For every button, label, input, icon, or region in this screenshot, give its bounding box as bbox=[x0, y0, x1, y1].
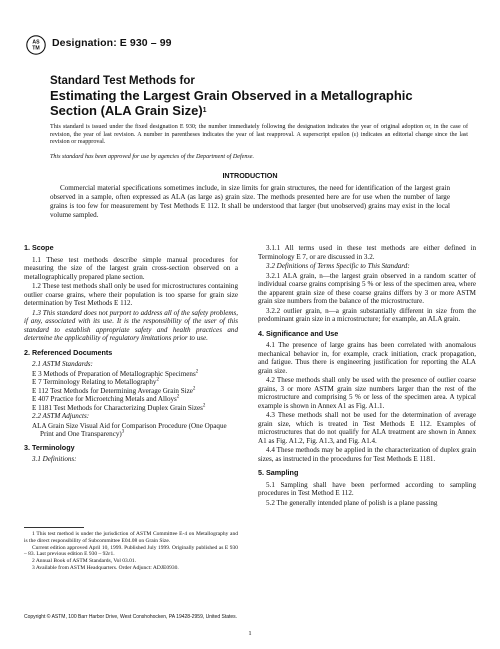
copyright-notice: Copyright © ASTM, 100 Barr Harbor Drive, West Conshohocken, PA 19428-2959, United States. bbox=[24, 614, 238, 620]
section-significance-heading: 4. Significance and Use bbox=[258, 328, 339, 338]
paragraph-5-1: 5.1 Sampling shall have been performed according to sampling procedures in Test Method E 112. bbox=[258, 480, 476, 497]
paragraph-3-2-1: 3.2.1 ALA grain, n—the largest grain observed in a random scatter of individual coarse grains comprising 5 % or less of the specimen area, where the apparent grain size of these coarse grains differs by 3 or more ASTM grain size numbers from the balance of the microstructure. bbox=[258, 271, 476, 305]
title-line-2: Estimating the Largest Grain Observed in a Metallographic bbox=[50, 88, 413, 103]
paragraph-1-1: 1.1 These test methods describe simple manual procedures for measuring the size of the largest grain cross-section observed on a metallographically prepared plane section. bbox=[24, 255, 238, 281]
footnotes bbox=[24, 531, 238, 572]
footnote-3: 3 Available from ASTM Headquarters. Order Adjunct: ADJE0930. bbox=[32, 564, 179, 571]
reference-e112: E 112 Test Methods for Determining Average Grain Size$^2$ bbox=[32, 386, 196, 395]
standard-note: This standard is issued under the fixed designation E 930; the number immediately following the designation indicates the year of original adoption or, in the case of revision, the year of last revision. A number in parentheses indicates the year of last reapproval. A superscript epsilon (ε) indicates an editorial change since the last revision or reapproval. bbox=[50, 124, 468, 146]
title-line-3: Section (ALA Grain Size)$^1$ bbox=[50, 103, 207, 118]
astm-logo-icon bbox=[26, 34, 46, 56]
paragraph-3-1: 3.1 Definitions: bbox=[32, 455, 77, 463]
footnote-1: 1 This test method is under the jurisdiction of ASTM Committee E-4 on Metallography and is the direct responsibility of Subcommittee E04.08 on Grain Size. bbox=[24, 531, 238, 544]
paragraph-1-3: 1.3 This standard does not purport to address all of the safety problems, if any, associated with its use. It is the responsibility of the user of this standard to establish appropriate safety and health practices and determine the applicability of regulatory limitations prior to use. bbox=[24, 308, 238, 342]
paragraph-4-2: 4.2 These methods shall only be used with the presence of outlier coarse grains, 3 or more ASTM grain size numbers larger than the rest of the microstructure and comprising 5 % or less of the specimen area. A typical example is shown in Annex A1 as Fig. A1.1. bbox=[258, 376, 476, 410]
paragraph-5-2: 5.2 The generally intended plane of polish is a plane passing bbox=[266, 498, 438, 507]
page-number: 1 bbox=[248, 630, 252, 637]
paragraph-4-1: 4.1 The presence of large grains has been correlated with anomalous mechanical behavior in, for example, crack initiation, crack propagation, and fatigue. Thus there is engineering justification for reporting the ALA grain size. bbox=[258, 341, 476, 375]
svg-text:AS: AS bbox=[32, 39, 40, 46]
paragraph-4-3: 4.3 These methods shall not be used for the determination of average grain size, which is treated in Test Methods E 112. Examples of microstructures that do not qualify for ALA treatment are shown in Annex A1 as Fig. A1.2, Fig. A1.3, and Fig. A1.4. bbox=[258, 411, 476, 445]
paragraph-3-1-1: 3.1.1 All terms used in these test methods are either defined in Terminology E 7, or are discussed in 3.2. bbox=[258, 244, 476, 261]
adjunct-ala-visual-aid: ALA Grain Size Visual Aid for Comparison Procedure (One Opaque Print and One Transparency)$^3$ bbox=[32, 421, 227, 438]
reference-e3: E 3 Methods of Preparation of Metallographic Specimens$^2$ bbox=[32, 369, 199, 378]
footnote-1-edition: Current edition approved April 10, 1999. Published July 1999. Originally published as E 930 – 83. Last previous edition E 930 – 92ε1. bbox=[24, 544, 238, 558]
reference-e407: E 407 Practice for Microetching Metals and Alloys$^2$ bbox=[32, 394, 180, 403]
title-line-1: Standard Test Methods for bbox=[50, 75, 195, 87]
paragraph-2-1: 2.1 ASTM Standards: bbox=[32, 360, 93, 368]
section-terminology-heading: 3. Terminology bbox=[24, 442, 75, 452]
paragraph-4-4: 4.4 These methods may be applied in the characterization of duplex grain sizes, as instructed in the procedures for Test Methods E 1181. bbox=[258, 446, 476, 463]
section-scope-heading: 1. Scope bbox=[24, 243, 54, 252]
svg-text:TM: TM bbox=[32, 45, 40, 52]
designation: Designation: E 930 – 99 bbox=[52, 37, 172, 49]
footnote-2: 2 Annual Book of ASTM Standards, Vol 03.01. bbox=[32, 558, 136, 565]
document-title bbox=[50, 75, 470, 118]
section-sampling-heading: 5. Sampling bbox=[258, 468, 299, 477]
left-column bbox=[24, 244, 238, 465]
title-footnote-mark: 1 bbox=[202, 107, 207, 114]
reference-e7: E 7 Terminology Relating to Metallography$^2$ bbox=[32, 377, 159, 386]
footnote-divider bbox=[24, 527, 84, 528]
section-referenced-documents-heading: 2. Referenced Documents bbox=[24, 347, 113, 357]
introduction-heading: INTRODUCTION bbox=[222, 171, 278, 180]
approved-note: This standard has been approved for use by agencies of the Department of Defense. bbox=[50, 154, 254, 160]
paragraph-3-2-2: 3.2.2 outlier grain, n—a grain substantially different in size from the predominant grain size in a microstructure; for example, an ALA grain. bbox=[258, 306, 476, 323]
paragraph-3-2: 3.2 Definitions of Terms Specific to This Standard: bbox=[266, 262, 410, 270]
right-column bbox=[258, 244, 476, 508]
paragraph-2-2: 2.2 ASTM Adjuncts: bbox=[32, 412, 90, 420]
introduction-text: Commercial material specifications sometimes include, in size limits for grain structures, the need for identification of the largest grain observed in a sample, often expressed as ALA (as large as) grain size. The methods presented here are for use when the number of large grains is too few for measurement by Test Methods E 112. It shall be understood that larger (but unobserved) grains may exist in the local volume sampled. bbox=[50, 184, 450, 219]
reference-e1181: E 1181 Test Methods for Characterizing Duplex Grain Sizes$^2$ bbox=[32, 403, 206, 412]
paragraph-1-2: 1.2 These test methods shall only be used for microstructures containing outlier coarse grains, where their population is too sparse for grain size determination by Test Methods E 112. bbox=[24, 282, 238, 307]
